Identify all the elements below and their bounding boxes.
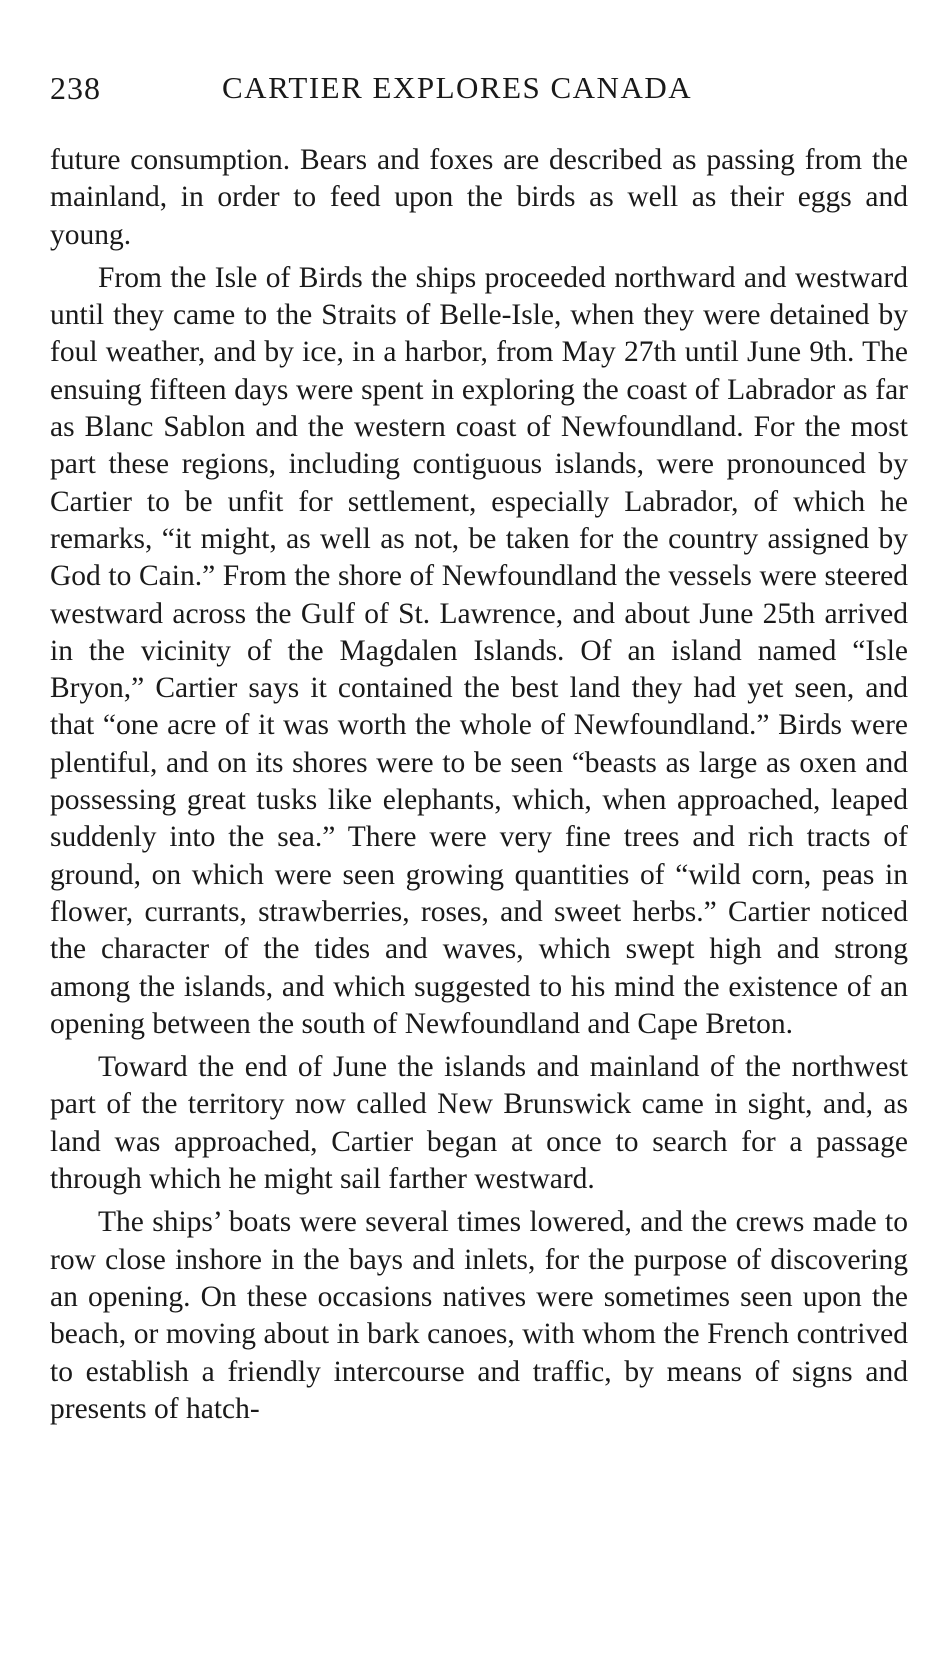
paragraph: Toward the end of June the islands and mainland of the northwest part of the territory now called New Brunswick came in sight, and, as land was approached, Cartier began at once to search for a passage through which he might sail farther westward. xyxy=(50,1051,908,1196)
running-head xyxy=(50,70,908,118)
page-number: 238 xyxy=(50,70,101,106)
paragraph-continuation: future consumption. Bears and foxes are described as passing from the mainland, in order to feed upon the birds as well as their eggs and young. xyxy=(50,144,908,251)
book-title: CARTIER EXPLORES CANADA xyxy=(222,70,693,105)
paragraph: The ships’ boats were several times lowered, and the crews made to row close inshore in the bays and inlets, for the purpose of discovering an opening. On these occasions natives were sometimes seen upon the beach, or moving about in bark canoes, with whom the French contrived to establish a friendly intercourse and traffic, by means of signs and presents of hatch- xyxy=(50,1206,908,1425)
paragraph: From the Isle of Birds the ships proceeded northward and westward until they came to the Straits of Belle-Isle, when they were detained by foul weather, and by ice, in a harbor, from May 27th until June 9th. The ensuing fifteen days were spent in exploring the coast of Labrador as far as Blanc Sablon and the western coast of Newfoundland. For the most part these regions, including contiguous islands, were pronounced by Cartier to be unfit for settlement, especially Labrador, of which he remarks, “it might, as well as not, be taken for the country assigned by God to Cain.” From the shore of Newfoundland the vessels were steered westward across the Gulf of St. Lawrence, and about June 25th arrived in the vicinity of the Magdalen Islands. Of an island named “Isle Bryon,” Cartier says it contained the best land they had yet seen, and that “one acre of it was worth the whole of Newfoundland.” Birds were plentiful, and on its shores were to be seen “beasts as large as oxen and possessing great tusks like elephants, which, when approached, leaped suddenly into the sea.” There were very fine trees and rich tracts of ground, on which were seen growing quantities of “wild corn, peas in flower, currants, strawberries, roses, and sweet herbs.” Cartier noticed the character of the tides and waves, which swept high and strong among the islands, and which suggested to his mind the existence of an opening between the south of Newfoundland and Cape Breton. xyxy=(50,261,908,1040)
body-text xyxy=(50,142,908,1428)
book-page xyxy=(50,70,908,1434)
